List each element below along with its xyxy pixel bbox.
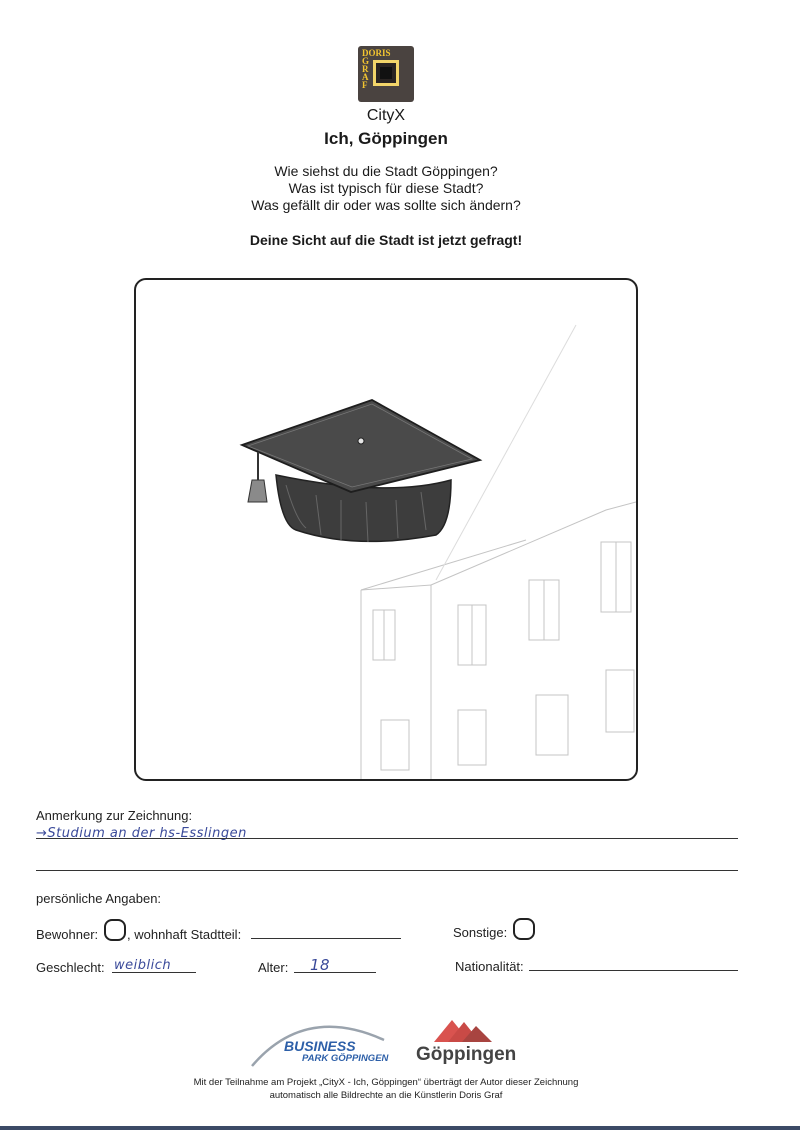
logo-letter: G xyxy=(362,56,370,66)
comment-line-1 xyxy=(36,838,738,839)
other-checkbox[interactable] xyxy=(513,918,535,940)
business-park-title: BUSINESS xyxy=(284,1038,356,1054)
nationality-field[interactable] xyxy=(529,970,738,971)
scan-edge xyxy=(0,1126,800,1130)
gender-handwriting: weiblich xyxy=(114,958,172,973)
tassel-sketch xyxy=(248,480,267,502)
brand-name: CityX xyxy=(366,107,406,124)
nationality-label: Nationalität: xyxy=(455,959,524,974)
district-label: , wohnhaft Stadtteil: xyxy=(127,927,242,942)
drawing-sketch xyxy=(136,280,636,779)
age-label: Alter: xyxy=(258,960,289,975)
age-handwriting: 18 xyxy=(310,956,331,974)
comment-line-2 xyxy=(36,870,738,871)
gender-field[interactable] xyxy=(112,972,196,973)
resident-checkbox[interactable] xyxy=(104,919,126,941)
business-park-subtitle: PARK GÖPPINGEN xyxy=(302,1053,389,1064)
headline: Deine Sicht auf die Stadt ist jetzt gefragt! xyxy=(249,232,523,248)
gender-label: Geschlecht: xyxy=(36,960,105,975)
footer-line-2: automatisch alle Bildrechte an die Künstlerin Doris Graf xyxy=(269,1090,503,1101)
building-sketch xyxy=(361,325,636,779)
logo-letter: F xyxy=(362,80,368,90)
other-label: Sonstige: xyxy=(453,925,508,940)
goeppingen-roof-icon xyxy=(434,1018,496,1044)
page-title: Ich, Göppingen xyxy=(324,129,448,148)
resident-label: Bewohner: xyxy=(36,927,99,942)
doris-graf-logo xyxy=(358,46,414,102)
goeppingen-logo-text: Göppingen xyxy=(416,1044,517,1065)
question-line: Wie siehst du die Stadt Göppingen? xyxy=(274,163,498,179)
logo-letter: DORIS xyxy=(362,48,391,58)
age-field[interactable] xyxy=(294,972,376,973)
logo-letter: R xyxy=(362,64,369,74)
question-line: Was ist typisch für diese Stadt? xyxy=(288,180,484,196)
logo-letter: A xyxy=(362,72,369,82)
comment-label: Anmerkung zur Zeichnung: xyxy=(36,808,193,823)
question-line: Was gefällt dir oder was sollte sich ändern? xyxy=(251,197,521,213)
drawing-frame xyxy=(134,278,638,781)
comment-handwriting: →Studium an der hs-Esslingen xyxy=(36,826,247,841)
district-field[interactable] xyxy=(251,938,401,939)
logo-square-icon xyxy=(373,60,399,86)
footer-line-1: Mit der Teilnahme am Projekt „CityX - Ich, Göppingen“ überträgt der Autor dieser Zeichnung xyxy=(193,1077,579,1088)
personal-label: persönliche Angaben: xyxy=(36,891,162,906)
